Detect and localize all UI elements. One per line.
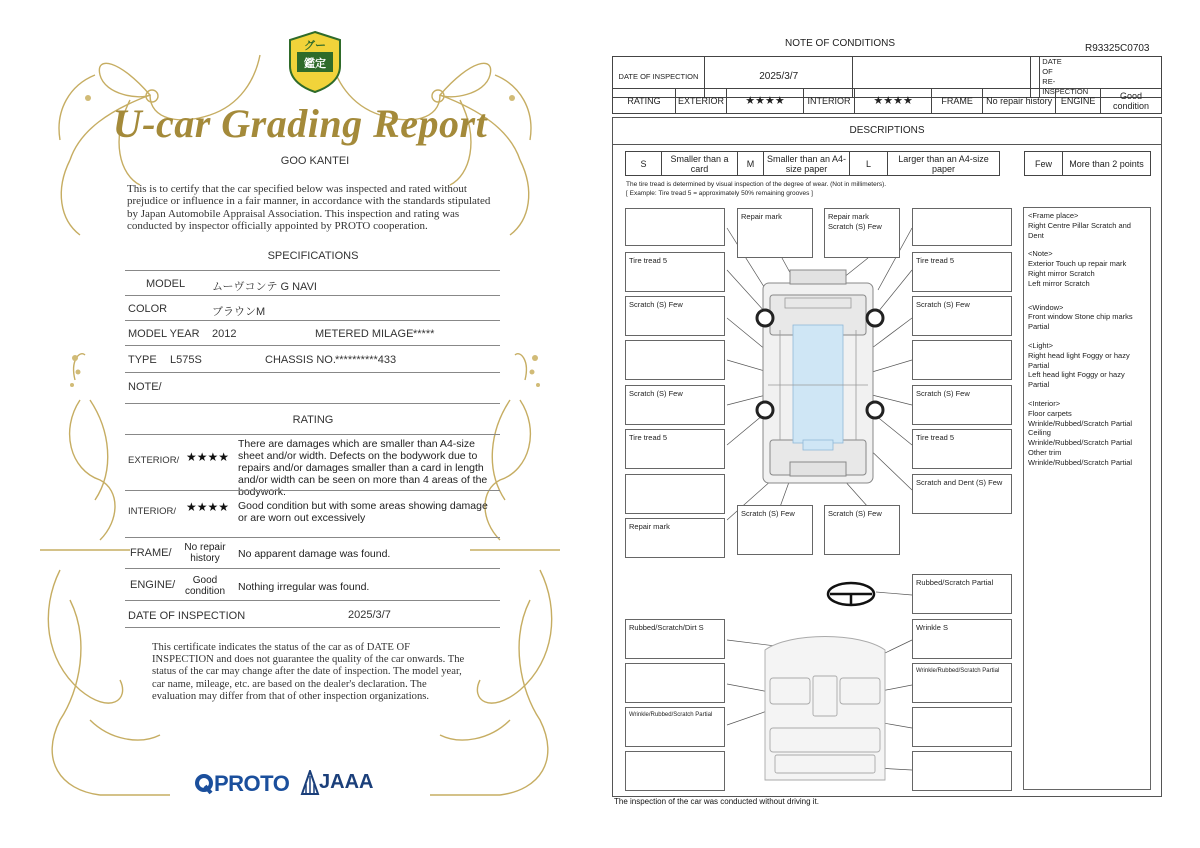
exterior-stars: ★★★★: [726, 89, 803, 114]
note-box-top-left: Repair mark: [737, 208, 813, 258]
engine-value: Good condition: [1100, 89, 1161, 114]
interior-stars: ★★★★: [186, 500, 230, 514]
frame-label: FRAME: [932, 89, 983, 114]
note-box-right-tire-rear: Tire tread 5: [912, 429, 1012, 469]
note-line: Front window Stone chip marks Partial: [1028, 312, 1133, 332]
few-legend: [1024, 151, 1151, 176]
model-year-label: MODEL YEAR: [128, 328, 200, 340]
note-box-top-right: Repair mark Scratch (S) Few: [824, 208, 900, 258]
legend-few-desc: More than 2 points: [1063, 152, 1151, 176]
divider: [125, 372, 500, 373]
tire-note-line: The tire tread is determined by visual inspection of the degree of wear. (Not in millimeters).: [626, 181, 887, 188]
divider: [125, 568, 500, 569]
exterior-label: EXTERIOR/: [128, 455, 180, 466]
note-box-left-repair: Repair mark: [625, 518, 725, 558]
note-line: Left mirror Scratch: [1028, 278, 1090, 288]
frame-place-notes: [1028, 211, 1146, 240]
document-id: R93325C0703: [1085, 43, 1150, 54]
tire-note-example: [ Example: Tire tread 5 = approximately 50% remaining grooves ]: [626, 190, 813, 197]
note-heading: <Window>: [1028, 302, 1064, 312]
exterior-label: EXTERIOR: [676, 89, 727, 114]
jaaa-logo: JAAA: [319, 771, 374, 793]
note-line: Wrinkle/Rubbed/Scratch Partial: [1028, 418, 1133, 428]
interior-stars: ★★★★: [854, 89, 931, 114]
engine-value: Good condition: [184, 575, 226, 597]
rating-title: RATING: [292, 414, 334, 426]
interior-description: Good condition but with some areas showing damage or are worn out excessively: [238, 500, 488, 524]
rating-label: RATING: [613, 89, 676, 114]
legend-m: M: [738, 152, 764, 176]
model-year-value: 2012: [212, 328, 237, 340]
exterior-stars: ★★★★: [186, 450, 230, 464]
note-heading: <Interior>: [1028, 398, 1061, 408]
note-box-blank: [912, 751, 1012, 791]
note-box-interior-right-2: Wrinkle/Rubbed/Scratch Partial: [912, 663, 1012, 703]
date-of-inspection-label: DATE OF INSPECTION: [128, 610, 246, 622]
legend-few: Few: [1025, 152, 1063, 176]
tire-tread-note: [626, 180, 886, 198]
legend-l: L: [850, 152, 888, 176]
org-name: GOO KANTEI: [280, 155, 350, 167]
note-box-interior-left-1: Rubbed/Scratch/Dirt S: [625, 619, 725, 659]
frame-value: No repair history: [184, 542, 226, 564]
jaaa-logo-icon: [300, 770, 320, 796]
note-line: Exterior Touch up repair mark: [1028, 259, 1127, 269]
note-line: Left head light Foggy or hazy Partial: [1028, 370, 1125, 390]
date-row: DATE OF INSPECTION 2025/3/7 DATE OF RE-INSPECTION: [612, 56, 1162, 98]
note-line: Right mirror Scratch: [1028, 268, 1095, 278]
rating-row: [612, 88, 1162, 114]
note-box-interior-left-3: Wrinkle/Rubbed/Scratch Partial: [625, 707, 725, 747]
divider: [125, 295, 500, 296]
note-box-blank: [912, 340, 1012, 380]
divider: [125, 434, 500, 435]
date-of-inspection-value: 2025/3/7: [704, 57, 852, 98]
note-box-blank: [625, 751, 725, 791]
model-value: ムーヴコンテ G NAVI: [212, 281, 317, 293]
note-box-right-scratch-1: Scratch (S) Few: [912, 296, 1012, 336]
window-notes: [1028, 303, 1146, 332]
divider: [125, 600, 500, 601]
note-box-right-scratch-2: Scratch (S) Few: [912, 385, 1012, 425]
legend-m-desc: Smaller than an A4-size paper: [764, 152, 850, 176]
note-line: Floor carpets: [1028, 408, 1072, 418]
legend-l-desc: Larger than an A4-size paper: [888, 152, 1000, 176]
color-value: ブラウンM: [212, 306, 266, 318]
chassis-label: CHASSIS NO.: [265, 354, 336, 366]
metered-milage-label: METERED MILAGE: [315, 328, 414, 340]
note-line: Other trim: [1028, 447, 1062, 457]
note-notes: [1028, 249, 1146, 288]
note-box-blank: [912, 707, 1012, 747]
light-notes: [1028, 341, 1146, 390]
interior-label: INTERIOR/: [128, 506, 177, 517]
noc-title: NOTE OF CONDITIONS: [785, 38, 895, 49]
exterior-description: There are damages which are smaller than A4-size sheet and/or width. Defects on the bodywork due to repairs and/or damages smaller than a card in length and/or width can be seen on more than 4 areas of the bodywork.: [238, 438, 488, 498]
divider: [125, 320, 500, 321]
legend-s: S: [626, 152, 662, 176]
inspection-footnote: The inspection of the car was conducted without driving it.: [614, 797, 819, 806]
note-box-right-tire-front: Tire tread 5: [912, 252, 1012, 292]
proto-logo: PROTO: [214, 771, 290, 796]
note-label: NOTE/: [128, 381, 162, 393]
divider: [125, 403, 500, 404]
engine-description: Nothing irregular was found.: [238, 581, 370, 593]
note-box-blank: [625, 474, 725, 514]
note-box-blank: [625, 208, 725, 246]
frame-value: No repair history: [983, 89, 1056, 114]
note-box-left-tire-front: Tire tread 5: [625, 252, 725, 292]
svg-text:グー: グー: [304, 40, 326, 52]
date-of-inspection-value: 2025/3/7: [348, 609, 391, 621]
proto-logo-icon: [194, 773, 214, 795]
legend-s-desc: Smaller than a card: [662, 152, 738, 176]
note-box-left-scratch-2: Scratch (S) Few: [625, 385, 725, 425]
divider: [125, 627, 500, 628]
note-line: Wrinkle/Rubbed/Scratch Partial: [1028, 438, 1133, 448]
badge-text: 鑑定: [304, 58, 326, 70]
goo-kantei-badge-icon: [287, 30, 343, 94]
divider: [125, 270, 500, 271]
date-of-inspection-label: DATE OF INSPECTION: [613, 57, 705, 98]
size-legend: [625, 151, 1000, 176]
interior-notes: [1028, 399, 1146, 468]
note-box-blank: [625, 663, 725, 703]
note-box-left-scratch-1: Scratch (S) Few: [625, 296, 725, 336]
note-box-blank: [912, 208, 1012, 246]
note-line: Wrinkle/Rubbed/Scratch Partial: [1028, 457, 1133, 467]
note-heading: <Note>: [1028, 249, 1053, 259]
descriptions-title: DESCRIPTIONS: [612, 117, 1162, 145]
frame-description: No apparent damage was found.: [238, 548, 391, 560]
condition-notes-panel: [1023, 207, 1151, 790]
interior-label: INTERIOR: [804, 89, 855, 114]
divider: [125, 490, 500, 491]
engine-label: ENGINE/: [130, 579, 176, 591]
note-box-bottom-right: Scratch (S) Few: [824, 505, 900, 555]
engine-label: ENGINE: [1056, 89, 1101, 114]
note-line: Ceiling: [1028, 428, 1051, 438]
note-line: Right head light Foggy or hazy Partial: [1028, 350, 1130, 370]
type-value: L575S: [170, 354, 202, 366]
certificate-disclaimer: This certificate indicates the status of the car as of DATE OF INSPECTION and does not guarantee the quality of the car onwards. The status of the car may change after the date of inspection. The model year, car name, mileage, etc. are based on the dealer's declaration. The evaluation may differ from that of other inspection organizations.: [152, 642, 465, 702]
frame-label: FRAME/: [130, 547, 172, 559]
note-heading: <Light>: [1028, 340, 1054, 350]
report-title: U-car Grading Report: [112, 101, 488, 146]
note-box-steering: Rubbed/Scratch Partial: [912, 574, 1012, 614]
note-box-left-tire-rear: Tire tread 5: [625, 429, 725, 469]
intro-text: This is to certify that the car specified below was inspected and rated without prejudice or influence in a fair manner, in accordance with the standards stipulated by Japan Automobile Appraisal Association. This inspection and rating was conducted by inspector officially appointed by PROTO cooperation.: [127, 183, 491, 233]
note-box-blank: [625, 340, 725, 380]
note-heading: <Frame place>: [1028, 211, 1079, 220]
divider: [125, 537, 500, 538]
note-line: Right Centre Pillar Scratch and Dent: [1028, 220, 1131, 240]
note-box-interior-right-1: Wrinkle S: [912, 619, 1012, 659]
note-box-bottom-left: Scratch (S) Few: [737, 505, 813, 555]
metered-milage-value: *****: [413, 328, 435, 340]
divider: [125, 345, 500, 346]
specifications-title: SPECIFICATIONS: [267, 250, 359, 262]
note-box-right-scratch-dent: Scratch and Dent (S) Few: [912, 474, 1012, 514]
type-label: TYPE: [128, 354, 157, 366]
color-label: COLOR: [128, 303, 168, 315]
chassis-value: **********433: [335, 354, 397, 366]
model-label: MODEL: [146, 278, 186, 290]
